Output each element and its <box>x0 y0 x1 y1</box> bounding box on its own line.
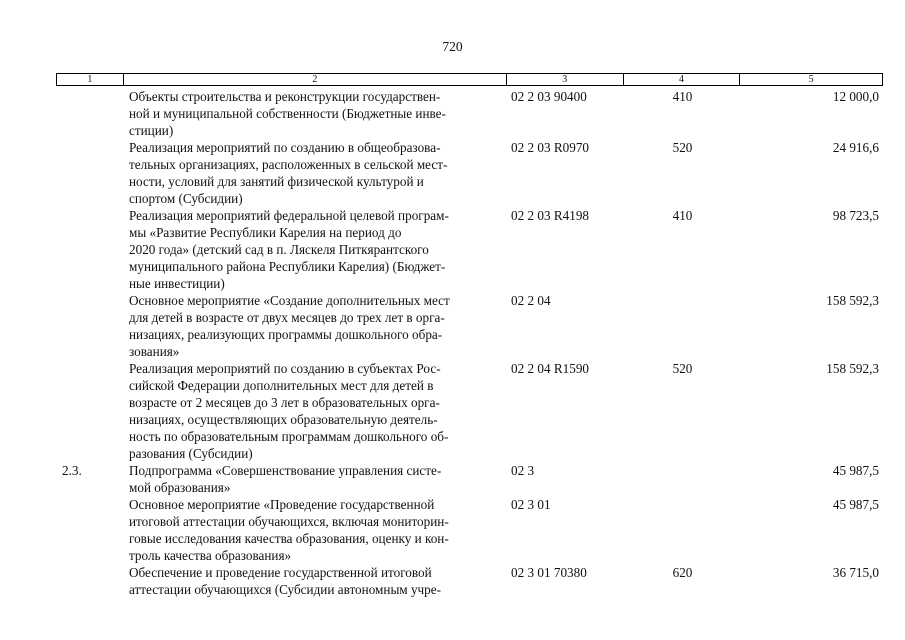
header-col-5: 5 <box>808 74 814 85</box>
row-amount: 45 987,5 <box>832 463 879 478</box>
table-row <box>56 88 883 139</box>
row-number <box>56 88 123 139</box>
row-name-line: Основное мероприятие «Создание дополнительных мест <box>129 293 450 308</box>
row-amount: 36 715,0 <box>832 565 879 580</box>
row-name-line: Объекты строительства и реконструкции государствен- <box>129 89 441 104</box>
row-name <box>123 496 507 564</box>
row-number <box>56 360 123 462</box>
table-row <box>56 496 883 564</box>
page-number: 720 <box>442 39 463 54</box>
row-amount: 158 592,3 <box>826 293 879 308</box>
row-name-line: стиции) <box>129 123 174 138</box>
table-row <box>56 564 883 598</box>
row-name-line: для детей в возрасте от двух месяцев до трех лет в орга- <box>129 310 445 325</box>
row-name-line: аттестации обучающихся (Субсидии автономным учре- <box>129 582 442 597</box>
row-name-line: Реализация мероприятий федеральной целевой програм- <box>129 208 449 223</box>
row-code: 02 2 03 R0970 <box>511 140 590 155</box>
header-col-4: 4 <box>624 74 741 85</box>
row-expense-kind: 410 <box>672 208 693 223</box>
row-amount: 45 987,5 <box>832 497 879 512</box>
row-name-line: Реализация мероприятий по созданию в общеобразова- <box>129 140 441 155</box>
row-number <box>56 496 123 564</box>
table-row <box>56 207 883 292</box>
row-name-line: тельных организациях, расположенных в сельской мест- <box>129 157 448 172</box>
row-name <box>123 462 507 496</box>
row-code: 02 2 03 90400 <box>511 89 587 104</box>
row-name-line: Реализация мероприятий по созданию в субъектах Рос- <box>129 361 441 376</box>
row-expense-kind: 620 <box>672 565 693 580</box>
row-name-line: сийской Федерации дополнительных мест для детей в <box>129 378 434 393</box>
row-name <box>123 360 507 462</box>
row-name-line: итоговой аттестации обучающихся, включая мониторин- <box>129 514 449 529</box>
table-row <box>56 360 883 462</box>
row-name-line: Обеспечение и проведение государственной итоговой <box>129 565 432 580</box>
row-name-line: Подпрограмма «Совершенствование управления систе- <box>129 463 442 478</box>
row-name-line: низациях, осуществляющих образовательную деятель- <box>129 412 438 427</box>
row-name-line: троль качества образования» <box>129 548 292 563</box>
row-name-line: ные инвестиции) <box>129 276 225 291</box>
row-code: 02 2 04 <box>511 293 551 308</box>
row-expense-kind: 410 <box>672 89 693 104</box>
row-expense-kind <box>624 462 741 496</box>
table-header <box>56 73 883 86</box>
row-number <box>56 564 123 598</box>
row-name <box>123 292 507 360</box>
row-name-line: мы «Развитие Республики Карелия на период до <box>129 225 402 240</box>
row-number <box>56 139 123 207</box>
row-expense-kind <box>624 292 741 360</box>
header-col-2: 2 <box>124 74 507 85</box>
row-code: 02 2 04 R1590 <box>511 361 590 376</box>
row-name-line: говые исследования качества образования, оценку и кон- <box>129 531 449 546</box>
row-expense-kind: 520 <box>672 140 693 155</box>
row-name-line: Основное мероприятие «Проведение государственной <box>129 497 435 512</box>
header-col-1: 1 <box>57 74 124 85</box>
row-name-line: низациях, реализующих программы дошкольного обра- <box>129 327 443 342</box>
table-row <box>56 292 883 360</box>
row-expense-kind: 520 <box>672 361 693 376</box>
row-code: 02 3 01 <box>511 497 551 512</box>
table-row <box>56 462 883 496</box>
row-name-line: ность по образовательным программам дошкольного об- <box>129 429 449 444</box>
table-body <box>56 88 883 598</box>
row-name-line: мой образования» <box>129 480 231 495</box>
row-name-line: возрасте от 2 месяцев до 3 лет в образовательных орга- <box>129 395 440 410</box>
row-name-line: ной и муниципальной собственности (Бюджетные инве- <box>129 106 446 121</box>
row-number: 2.3. <box>62 463 82 478</box>
header-col-3: 3 <box>507 74 624 85</box>
row-name-line: муниципального района Республики Карелия) (Бюджет- <box>129 259 446 274</box>
row-code: 02 2 03 R4198 <box>511 208 590 223</box>
row-name-line: зования» <box>129 344 180 359</box>
row-name-line: ности, условий для занятий физической культурой и <box>129 174 424 189</box>
row-name <box>123 564 507 598</box>
row-number <box>56 207 123 292</box>
row-code: 02 3 01 70380 <box>511 565 587 580</box>
row-name <box>123 88 507 139</box>
row-name-line: разования (Субсидии) <box>129 446 253 461</box>
row-amount: 12 000,0 <box>832 89 879 104</box>
row-name-line: 2020 года» (детский сад в п. Ляскеля Питкярантского <box>129 242 429 257</box>
row-code: 02 3 <box>511 463 535 478</box>
row-name <box>123 139 507 207</box>
row-name <box>123 207 507 292</box>
row-number <box>56 292 123 360</box>
row-amount: 24 916,6 <box>832 140 879 155</box>
row-amount: 158 592,3 <box>826 361 879 376</box>
table-row <box>56 139 883 207</box>
row-expense-kind <box>624 496 741 564</box>
row-amount: 98 723,5 <box>832 208 879 223</box>
row-name-line: спортом (Субсидии) <box>129 191 243 206</box>
